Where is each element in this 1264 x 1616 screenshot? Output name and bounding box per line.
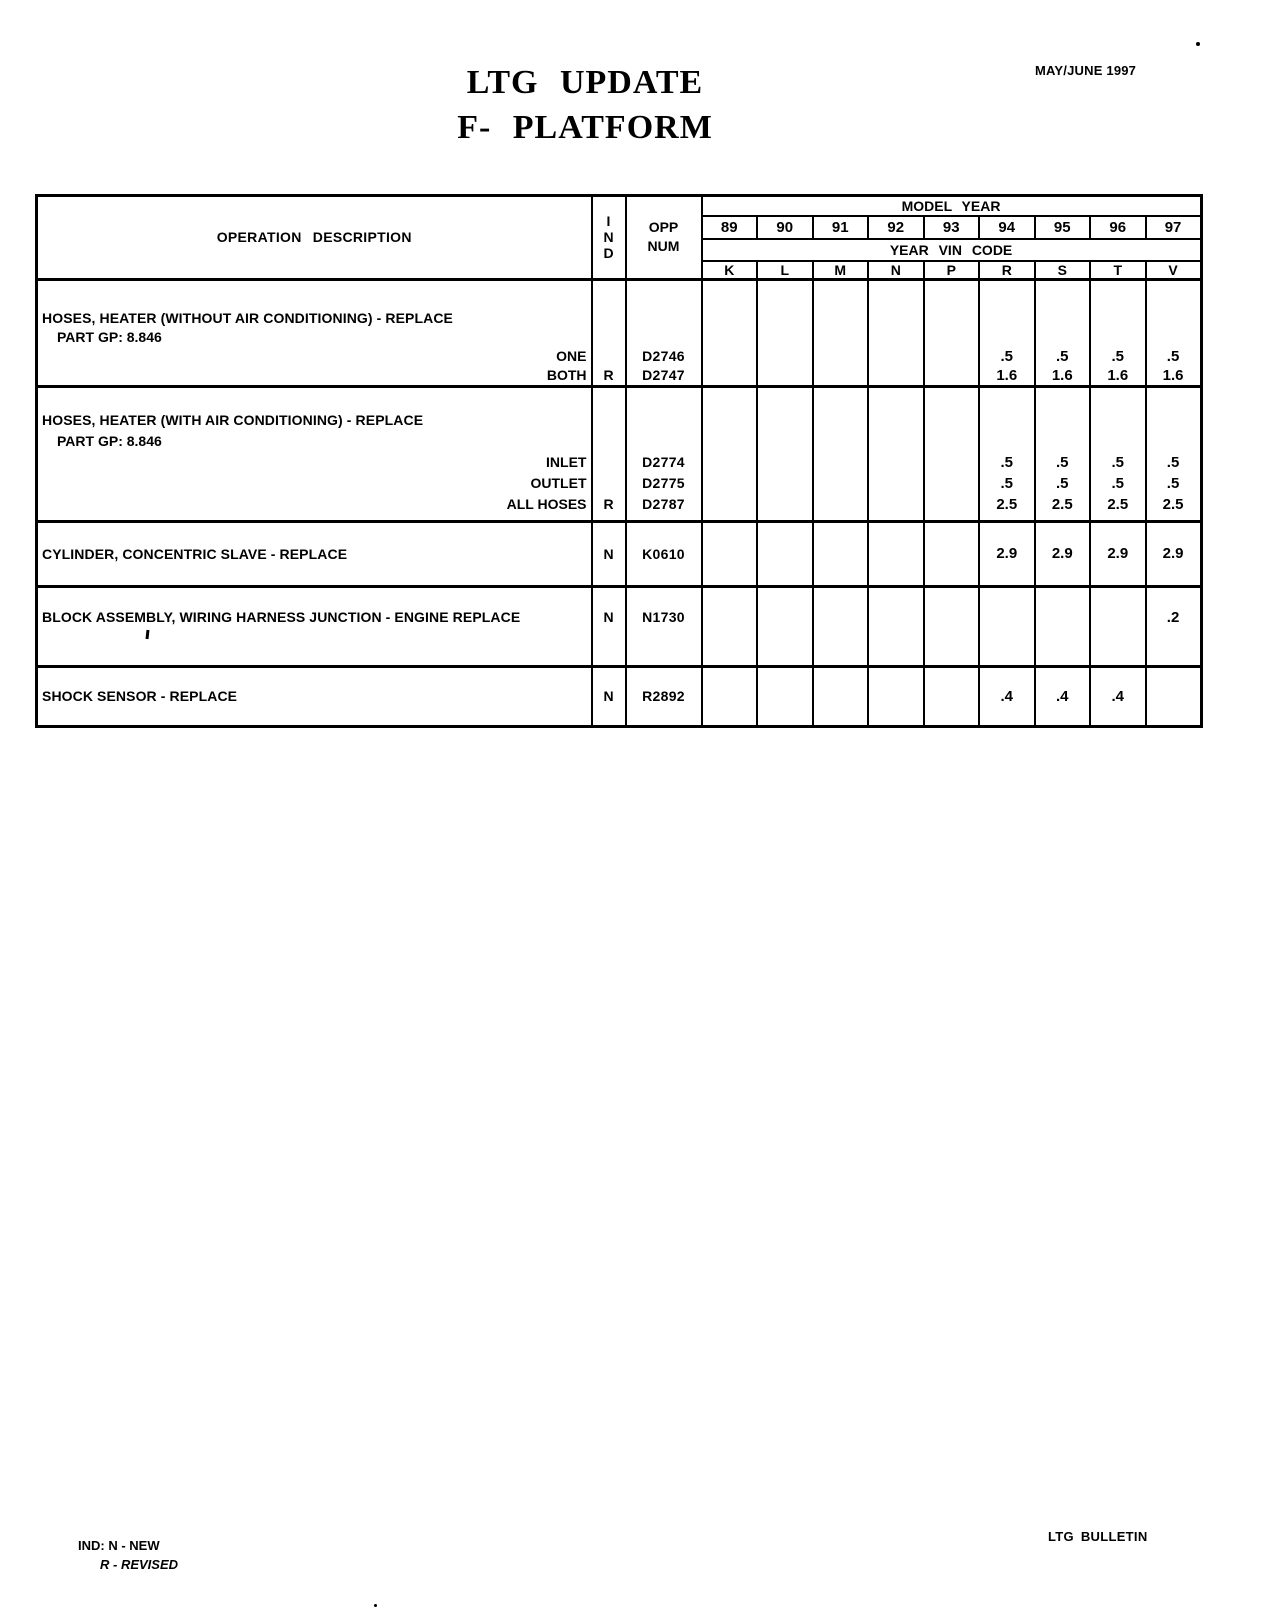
year-cell	[924, 521, 980, 586]
vin-code-header-cell: T	[1090, 261, 1146, 280]
year-cell	[924, 279, 980, 386]
opp-num-value: D2746	[642, 347, 685, 364]
labor-time-value: 1.6	[1051, 366, 1073, 384]
year-cell	[702, 279, 758, 386]
operation-cell	[37, 279, 592, 386]
year-cell	[868, 666, 924, 726]
year-cell	[924, 386, 980, 521]
ind-cell	[592, 586, 626, 666]
year-cell	[1035, 666, 1091, 726]
scan-speck	[374, 1604, 377, 1607]
operation-title: HOSES, HEATER (WITHOUT AIR CONDITIONING) - REPLACE	[42, 309, 453, 326]
ind-value	[593, 452, 625, 473]
table-section	[37, 279, 1202, 386]
vin-code-header-cell: R	[979, 261, 1035, 280]
labor-time-value	[869, 366, 923, 385]
labor-time-value: 2.9	[1162, 545, 1184, 562]
year-cell	[868, 386, 924, 521]
header-model-year: MODEL YEAR	[702, 196, 1202, 216]
labor-time-value: 2.5	[1162, 495, 1184, 513]
operation-variant-label: ONE	[556, 347, 587, 364]
vin-code-header-cell: M	[813, 261, 869, 280]
year-cell	[1146, 666, 1202, 726]
labor-time-value: .2	[1166, 608, 1180, 626]
operation-cell	[37, 386, 592, 521]
table-section	[37, 586, 1202, 666]
year-header-cell: 97	[1146, 216, 1202, 239]
labor-time-value	[925, 494, 979, 515]
year-cell	[868, 521, 924, 586]
labor-time-value	[814, 494, 868, 515]
labor-time-value	[925, 473, 979, 494]
labor-time-value: 1.6	[996, 366, 1018, 384]
labor-time-value	[758, 494, 812, 515]
bulletin-label: LTG BULLETIN	[1048, 1529, 1148, 1544]
opp-num-value: N1730	[642, 608, 685, 625]
operation-title: BLOCK ASSEMBLY, WIRING HARNESS JUNCTION - ENGINE REPLACE	[42, 608, 521, 625]
labor-time-value	[869, 347, 923, 366]
year-cell	[1035, 386, 1091, 521]
labor-time-value: .5	[1166, 453, 1180, 471]
year-cell	[979, 586, 1035, 666]
labor-time-value: .5	[1000, 474, 1013, 492]
labor-time-value: .4	[1055, 687, 1069, 705]
year-cell	[979, 521, 1035, 586]
year-cell	[702, 386, 758, 521]
year-header-cell: 92	[868, 216, 924, 239]
operation-variant-label: ALL HOSES	[506, 495, 587, 512]
labor-time-value	[758, 473, 812, 494]
ind-legend	[78, 1536, 178, 1574]
labor-time-value: 1.6	[1107, 366, 1129, 384]
year-cell	[979, 279, 1035, 386]
opp-num-cell	[626, 521, 702, 586]
labor-time-table	[35, 194, 1203, 728]
year-cell	[1090, 521, 1146, 586]
year-header-cell: 91	[813, 216, 869, 239]
vin-code-header-cell: V	[1146, 261, 1202, 280]
operation-title: HOSES, HEATER (WITH AIR CONDITIONING) - REPLACE	[42, 411, 424, 428]
opp-num-cell	[626, 279, 702, 386]
doc-title-line1: LTG UPDATE	[466, 64, 704, 101]
labor-time-value: .4	[1111, 687, 1124, 705]
header-year-vin-code: YEAR VIN CODE	[702, 239, 1202, 261]
labor-time-value: .5	[1055, 347, 1069, 365]
ind-value: R	[603, 366, 614, 383]
table-section	[37, 521, 1202, 586]
labor-time-value: .5	[1166, 474, 1180, 492]
labor-time-value	[814, 347, 868, 366]
year-cell	[1035, 521, 1091, 586]
labor-time-value: .5	[1000, 347, 1013, 365]
year-cell	[702, 666, 758, 726]
vin-code-header-cell: P	[924, 261, 980, 280]
labor-time-value	[925, 366, 979, 385]
labor-time-value	[925, 347, 979, 366]
operation-cell	[37, 586, 592, 666]
opp-num-value: D2747	[642, 366, 685, 383]
labor-time-value	[758, 366, 812, 385]
vin-code-header-cell: L	[757, 261, 813, 280]
ind-value	[593, 347, 625, 366]
labor-time-value	[703, 366, 757, 385]
opp-num-value: D2787	[642, 495, 685, 512]
year-cell	[757, 586, 813, 666]
operation-variant-label: BOTH	[546, 366, 587, 383]
col-header-operation-description: OPERATION DESCRIPTION	[37, 196, 592, 280]
labor-time-value: .5	[1055, 474, 1069, 492]
year-cell	[924, 586, 980, 666]
year-cell	[924, 666, 980, 726]
labor-time-value	[703, 494, 757, 515]
table-section	[37, 666, 1202, 726]
operation-variant-label: OUTLET	[530, 474, 587, 491]
opp-num-cell	[626, 586, 702, 666]
operation-title: SHOCK SENSOR - REPLACE	[42, 688, 238, 704]
labor-time-value	[814, 452, 868, 473]
ind-value: N	[603, 688, 614, 704]
year-header-cell: 90	[757, 216, 813, 239]
ind-cell	[592, 279, 626, 386]
labor-time-value: .5	[1000, 453, 1013, 471]
labor-time-value: .5	[1111, 347, 1124, 365]
ind-value: R	[603, 495, 614, 512]
year-cell	[702, 586, 758, 666]
col-header-opp-num: OPP NUM	[626, 196, 702, 280]
ind-cell	[592, 666, 626, 726]
labor-time-value	[758, 347, 812, 366]
doc-title-line2: F- PLATFORM	[457, 109, 713, 146]
labor-time-value	[869, 473, 923, 494]
vin-code-header-cell: K	[702, 261, 758, 280]
part-gp: PART GP: 8.846	[57, 432, 162, 449]
labor-time-value	[758, 452, 812, 473]
doc-date: MAY/JUNE 1997	[1035, 63, 1137, 78]
labor-time-value: .5	[1111, 453, 1124, 471]
operation-cell	[37, 521, 592, 586]
scan-speck	[1196, 42, 1200, 46]
year-cell	[1035, 586, 1091, 666]
ind-value	[593, 473, 625, 494]
opp-num-value: R2892	[642, 688, 685, 704]
labor-time-value	[814, 473, 868, 494]
operation-title: CYLINDER, CONCENTRIC SLAVE - REPLACE	[42, 545, 348, 562]
labor-time-value: 2.9	[1107, 545, 1129, 562]
year-cell	[757, 279, 813, 386]
year-cell	[1146, 586, 1202, 666]
ind-value: N	[603, 608, 614, 625]
labor-time-value	[703, 473, 757, 494]
opp-num-value: K0610	[642, 545, 685, 562]
col-header-ind: I N D	[592, 196, 626, 280]
operation-variant-label: INLET	[546, 453, 587, 470]
labor-time-value: 2.5	[1107, 495, 1129, 513]
table-section	[37, 386, 1202, 521]
year-cell	[1090, 386, 1146, 521]
vin-code-header-cell: N	[868, 261, 924, 280]
part-gp: PART GP: 8.846	[57, 328, 162, 345]
ind-legend-revised: R - REVISED	[100, 1557, 179, 1572]
year-cell	[1146, 279, 1202, 386]
year-cell	[979, 386, 1035, 521]
labor-time-value	[925, 452, 979, 473]
year-cell	[702, 521, 758, 586]
ind-value: N	[603, 545, 614, 562]
labor-time-value: .5	[1166, 347, 1180, 365]
ind-legend-new: IND: N - NEW	[78, 1538, 160, 1553]
vin-code-header-cell: S	[1035, 261, 1091, 280]
year-header-cell: 93	[924, 216, 980, 239]
labor-time-value	[814, 366, 868, 385]
opp-num-cell	[626, 666, 702, 726]
labor-time-value	[703, 452, 757, 473]
year-cell	[979, 666, 1035, 726]
ind-cell	[592, 386, 626, 521]
operation-cell	[37, 666, 592, 726]
doc-title	[380, 60, 790, 150]
year-cell	[813, 586, 869, 666]
year-cell	[813, 521, 869, 586]
labor-time-value	[703, 347, 757, 366]
labor-time-value	[869, 494, 923, 515]
year-cell	[813, 279, 869, 386]
year-cell	[813, 386, 869, 521]
opp-num-cell	[626, 386, 702, 521]
year-cell	[757, 386, 813, 521]
year-cell	[1146, 521, 1202, 586]
opp-num-value: D2775	[642, 474, 685, 491]
year-cell	[1146, 386, 1202, 521]
labor-time-value: .4	[1000, 687, 1013, 705]
labor-time-value: .5	[1111, 474, 1124, 492]
year-header-cell: 95	[1035, 216, 1091, 239]
year-cell	[757, 521, 813, 586]
year-cell	[813, 666, 869, 726]
year-cell	[757, 666, 813, 726]
year-cell	[868, 279, 924, 386]
labor-time-value: 2.5	[1051, 495, 1073, 513]
year-cell	[1035, 279, 1091, 386]
year-cell	[1090, 279, 1146, 386]
year-header-cell: 89	[702, 216, 758, 239]
labor-time-value: 2.9	[996, 545, 1018, 562]
ind-cell	[592, 521, 626, 586]
labor-time-value: 2.9	[1051, 545, 1073, 562]
year-header-cell: 94	[979, 216, 1035, 239]
labor-time-value: 1.6	[1162, 366, 1184, 384]
labor-time-value: 2.5	[996, 495, 1018, 513]
labor-time-value: .5	[1055, 453, 1069, 471]
year-header-cell: 96	[1090, 216, 1146, 239]
labor-time-value	[869, 452, 923, 473]
year-cell	[1090, 586, 1146, 666]
year-cell	[868, 586, 924, 666]
opp-num-value: D2774	[642, 453, 685, 470]
year-cell	[1090, 666, 1146, 726]
